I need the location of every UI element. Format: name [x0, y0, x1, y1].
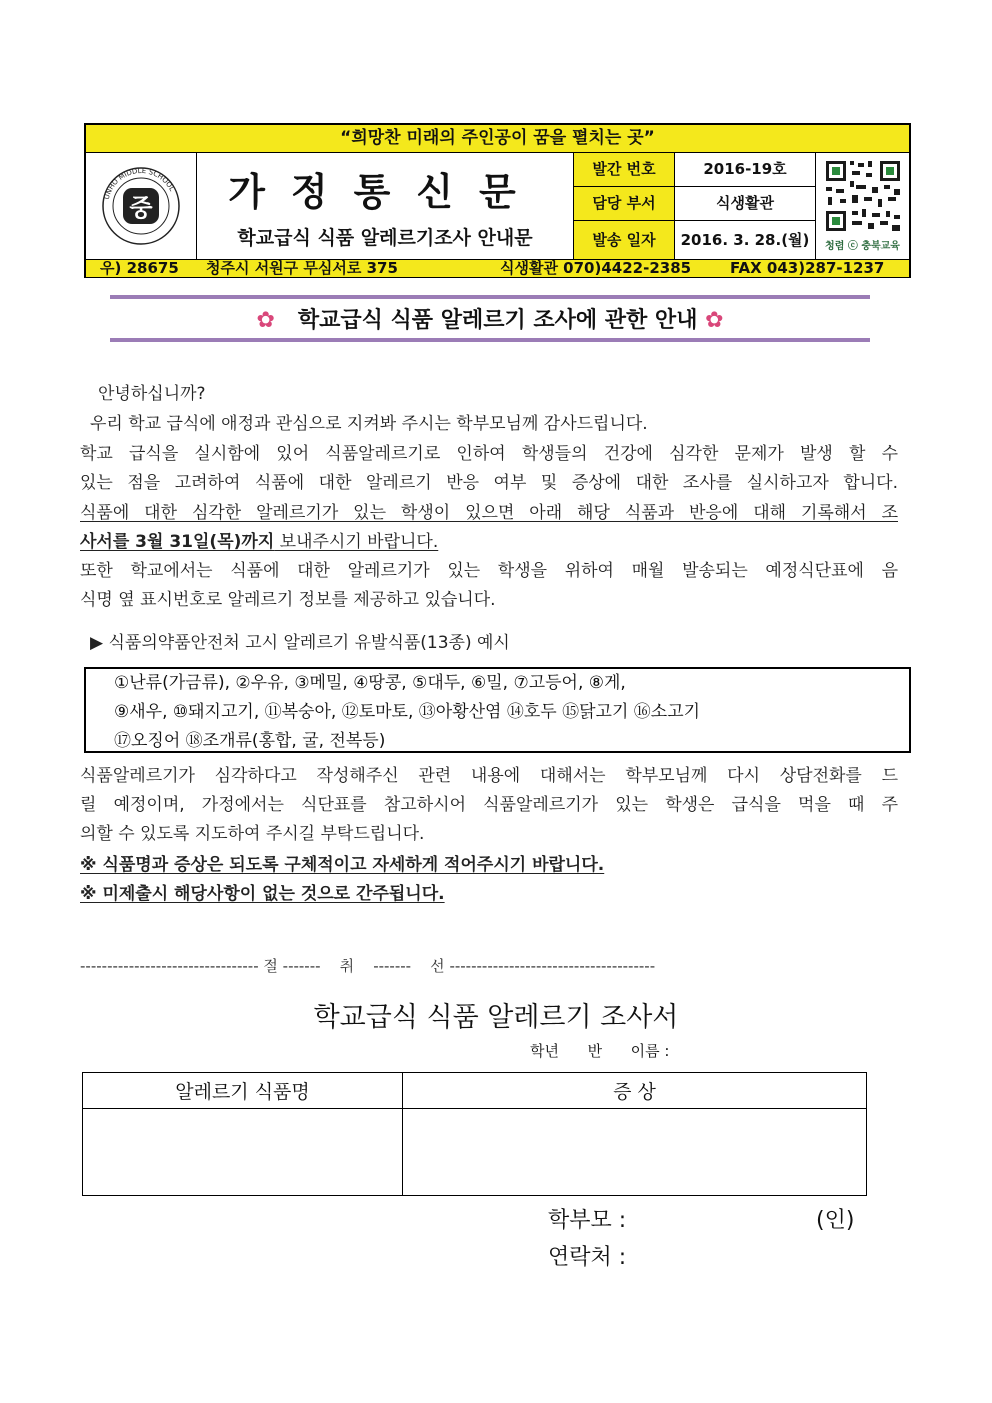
paragraph-menu-line2: 식명 옆 표시번호로 알레르기 정보를 제공하고 있습니다.: [80, 590, 496, 610]
issue-number-value: 2016-19호: [675, 153, 816, 187]
department-value: 식생활관: [675, 187, 816, 221]
allergen-line: ⑰오징어 ⑱조개류(홍합, 굴, 전복등): [114, 731, 386, 751]
allergen-list-heading: ▶ 식품의약품안전처 고시 알레르기 유발식품(13종) 예시: [90, 633, 510, 653]
food-name-input[interactable]: [83, 1109, 403, 1196]
paragraph-purpose-line2: 있는 점을 고려하여 식품에 대한 알레르기 반응 여부 및 증상에 대한 조사를 실시하고자 합니다.: [80, 473, 898, 493]
send-date-value: 2016. 3. 28.(월): [675, 221, 816, 259]
notice-title-text: 학교급식 식품 알레르기 조사에 관한 안내: [297, 308, 698, 333]
note-specific: ※ 식품명과 증상은 되도록 구체적이고 자세하게 적어주시기 바랍니다.: [80, 855, 605, 875]
allergen-line: ①난류(가금류), ②우유, ③메밀, ④땅콩, ⑤대두, ⑥밀, ⑦고등어, ⑧게,: [114, 673, 626, 693]
title-cell: [197, 153, 574, 259]
department-label: 담당 부서: [574, 187, 675, 221]
paragraph-followup-line1: 식품알레르기가 심각하다고 작성해주신 관련 내용에 대해서는 학부모님께 다시 상담전화를 드: [80, 766, 898, 786]
qr-caption: 청렴 ⓒ 충북교육: [825, 241, 900, 252]
allergen-line: ⑨새우, ⑩돼지고기, ⑪복숭아, ⑫토마토, ⑬아황산염 ⑭호두 ⑮닭고기 ⑯소고기: [114, 702, 701, 722]
column-symptom: 증 상: [403, 1073, 867, 1109]
deadline-text: 사서를 3월 31일(목)까지: [80, 532, 275, 552]
survey-table: [82, 1072, 867, 1196]
paragraph-followup-line3: 의할 수 있도록 지도하여 주시길 부탁드립니다.: [80, 824, 425, 844]
paragraph-request-line1: [80, 499, 898, 528]
school-emblem-icon: [86, 153, 196, 259]
logo-ring-text: UNHO MIDDLE SCHOOL: [102, 166, 176, 201]
notice-title: [110, 303, 870, 334]
school-address: 청주시 서원구 무심서로 375: [206, 259, 398, 277]
title-rule-top: [110, 295, 870, 299]
qr-block: [816, 153, 909, 259]
flower-icon: ✿: [256, 308, 275, 333]
qr-code-icon: [816, 153, 909, 241]
paragraph-request-line2: 사서를 3월 31일(목)까지 보내주시기 바랍니다.: [80, 532, 439, 552]
column-food-name: 알레르기 식품명: [83, 1073, 403, 1109]
logo-char: 중: [129, 194, 153, 222]
parent-signature-field[interactable]: [650, 1200, 810, 1230]
phone-number: 식생활관 070)4422-2385: [500, 259, 692, 277]
parent-label: 학부모 :: [548, 1208, 627, 1233]
greeting: 안녕하십니까?: [98, 384, 206, 404]
school-logo: [86, 153, 197, 259]
flower-icon: ✿: [705, 308, 724, 333]
fax-number: FAX 043)287-1237: [730, 259, 885, 277]
cut-line: --------------------------------- 절 ------- 취 ------- 선 --------------------------------------: [80, 957, 656, 975]
newsletter-header: [84, 123, 911, 278]
school-motto: “희망찬 미래의 주인공이 꿈을 펼치는 곳”: [86, 125, 909, 153]
survey-form-title: 학교급식 식품 알레르기 조사서: [313, 1002, 679, 1033]
note-no-submission: ※ 미제출시 해당사항이 없는 것으로 간주됩니다.: [80, 884, 445, 904]
symptom-input[interactable]: [403, 1109, 867, 1196]
request-text: 식품에 대한 심각한 알레르기가 있는 학생이 있으면 아래 해당 식품과 반응에 대해 기록해서 조: [80, 503, 898, 523]
contact-field[interactable]: [650, 1238, 860, 1268]
paragraph-followup-line2: 릴 예정이며, 가정에서는 식단표를 참고하시어 식품알레르기가 있는 학생은 급식을 먹을 때 주: [80, 795, 898, 815]
newsletter-title: 가정통신문: [228, 169, 542, 214]
seal-mark: (인): [816, 1208, 855, 1233]
student-info-line: 학년 반 이름 :: [530, 1042, 670, 1060]
title-rule-bottom: [110, 338, 870, 342]
contact-footer: [86, 259, 909, 277]
paragraph-purpose-line1: 학교 급식을 실시함에 있어 식품알레르기로 인하여 학생들의 건강에 심각한 문제가 발생 할 수: [80, 444, 898, 464]
contact-label: 연락처 :: [548, 1245, 627, 1270]
issue-number-label: 발간 번호: [574, 153, 675, 187]
paragraph-thanks: 우리 학교 급식에 애정과 관심으로 지켜봐 주시는 학부모님께 감사드립니다.: [90, 414, 648, 434]
send-date-label: 발송 일자: [574, 221, 675, 259]
paragraph-menu-line1: 또한 학교에서는 식품에 대한 알레르기가 있는 학생을 위하여 매월 발송되는 예정식단표에 음: [80, 561, 898, 581]
allergen-list-box: [84, 667, 911, 753]
newsletter-subtitle: 학교급식 식품 알레르기조사 안내문: [237, 227, 533, 249]
postal-code: 우) 28675: [100, 259, 179, 277]
